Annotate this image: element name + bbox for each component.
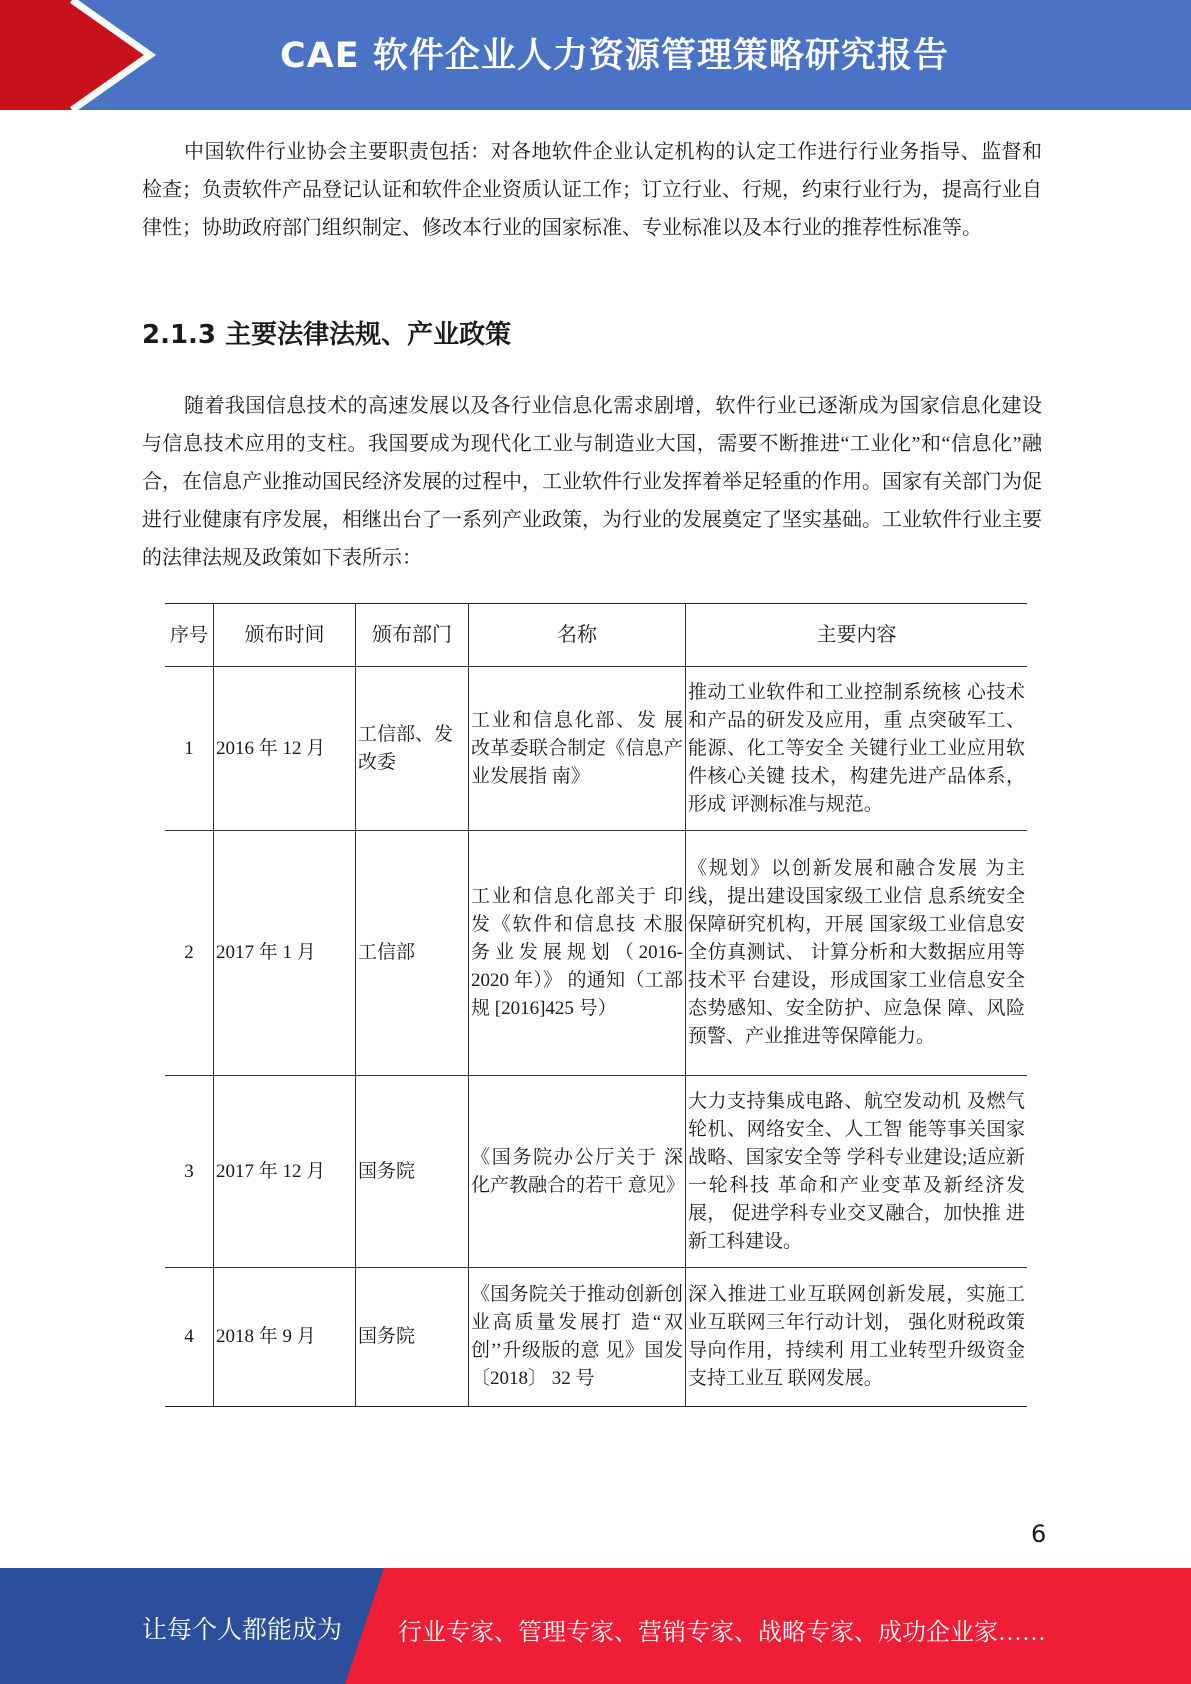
table-row bbox=[165, 1076, 1027, 1268]
cell-index: 3 bbox=[165, 1076, 214, 1268]
footer-slogan-left: 让每个人都能成为 bbox=[142, 1617, 343, 1644]
cell-date: 2016 年 12 月 bbox=[214, 667, 356, 831]
cell-dept: 工信部 bbox=[356, 831, 469, 1076]
page-number: 6 bbox=[1031, 1520, 1047, 1548]
header-index bbox=[165, 604, 214, 667]
page-header bbox=[0, 0, 1191, 110]
cell-content: 推动工业软件和工业控制系统核 心技术和产品的研发及应用，重 点突破军工、能源、化工等安全 关键行业工业应用软件核心关键 技术，构建先进产品体系，形成 评测标准与规范。 bbox=[686, 667, 1028, 831]
cell-index: 4 bbox=[165, 1268, 214, 1407]
header-content: 主要内容 bbox=[686, 604, 1028, 667]
header-name: 名称 bbox=[469, 604, 686, 667]
cell-content: 大力支持集成电路、航空发动机 及燃气轮机、网络安全、人工智 能等事关国家战略、国家安全等 学科专业建设;适应新一轮科技 革命和产业变革及新经济发展， 促进学科专业交叉融合，加快推 进新工科建设。 bbox=[686, 1076, 1028, 1268]
cell-date: 2018 年 9 月 bbox=[214, 1268, 356, 1407]
header-title: CAE 软件企业人力资源管理策略研究报告 bbox=[280, 36, 949, 76]
policy-table bbox=[165, 603, 1027, 1407]
cell-date: 2017 年 12 月 bbox=[214, 1076, 356, 1268]
cell-index: 1 bbox=[165, 667, 214, 831]
table-row bbox=[165, 831, 1027, 1076]
cell-date: 2017 年 1 月 bbox=[214, 831, 356, 1076]
header-date: 颁布时间 bbox=[214, 604, 356, 667]
section-heading: 2.1.3 主要法律法规、产业政策 bbox=[142, 320, 512, 350]
cell-name: 《国务院关于推动创新创业高质量发展打 造“双创’’升级版的意 见》国发〔2018〕 32 号 bbox=[469, 1268, 686, 1407]
intro-paragraph: 中国软件行业协会主要职责包括：对各地软件企业认定机构的认定工作进行行业务指导、监督和检查；负责软件产品登记认证和软件企业资质认证工作；订立行业、行规，约束行业行为，提高行业自律性；协助政府部门组织制定、修改本行业的国家标准、专业标准以及本行业的推荐性标准等。 bbox=[142, 141, 1042, 239]
cell-index: 2 bbox=[165, 831, 214, 1076]
cell-dept: 工信部、发改委 bbox=[356, 667, 469, 831]
cell-content: 深入推进工业互联网创新发展，实施工业互联网三年行动计划， 强化财税政策导向作用，持续利 用工业转型升级资金支持工业互 联网发展。 bbox=[686, 1268, 1028, 1407]
header-dept: 颁布部门 bbox=[356, 604, 469, 667]
cell-dept: 国务院 bbox=[356, 1076, 469, 1268]
cell-name: 工业和信息化部、发 展改革委联合制定《信息产业发展指 南》 bbox=[469, 667, 686, 831]
cell-name: 工业和信息化部关于 印发《软件和信息技 术服务业发展规划（2016-2020 年）》 的通知（工部规 [2016]425 号） bbox=[469, 831, 686, 1076]
chevron-arrow-icon bbox=[0, 0, 150, 110]
header-index-label: 序号 bbox=[169, 624, 208, 646]
cell-dept: 国务院 bbox=[356, 1268, 469, 1407]
cell-name: 《国务院办公厅关于 深化产教融合的若干 意见》 bbox=[469, 1076, 686, 1268]
table-header-row bbox=[165, 604, 1027, 667]
section-paragraph: 随着我国信息技术的高速发展以及各行业信息化需求剧增，软件行业已逐渐成为国家信息化建设与信息技术应用的支柱。我国要成为现代化工业与制造业大国，需要不断推进“工业化”和“信息化”融合，在信息产业推动国民经济发展的过程中，工业软件行业发挥着举足轻重的作用。国家有关部门为促进行业健康有序发展，相继出台了一系列产业政策，为行业的发展奠定了坚实基础。工业软件行业主要的法律法规及政策如下表所示： bbox=[142, 395, 1042, 569]
footer-slogan-right: 行业专家、管理专家、营销专家、战略专家、成功企业家…… bbox=[398, 1620, 1046, 1646]
page-footer bbox=[0, 1568, 1191, 1684]
table-row bbox=[165, 1268, 1027, 1407]
cell-content: 《规划》以创新发展和融合发展 为主线，提出建设国家级工业信 息系统安全保障研究机构，开展 国家级工业信息安全仿真测试、 计算分析和大数据应用等技术平 台建设，形成国家工业信息安全 态势感知、安全防护、应急保 障、风险预警、产业推进等保障能力。 bbox=[686, 831, 1028, 1076]
table-row bbox=[165, 667, 1027, 831]
